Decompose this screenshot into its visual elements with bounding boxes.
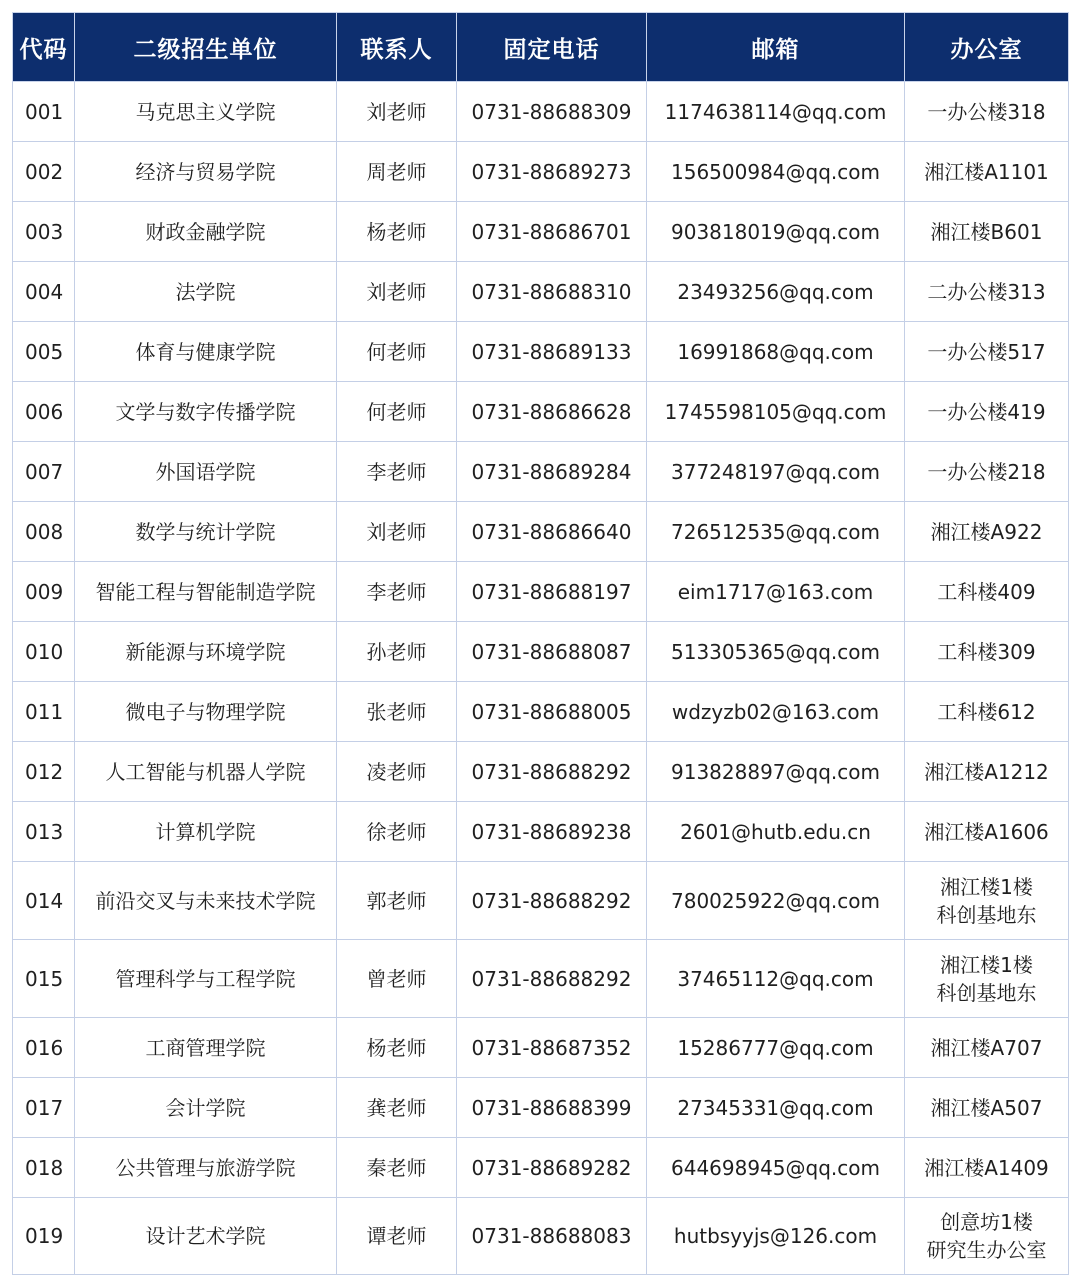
cell-phone: 0731-88688083 <box>457 1198 647 1275</box>
cell-office <box>905 1138 1069 1198</box>
cell-contact: 凌老师 <box>337 742 457 802</box>
cell-email: 780025922@qq.com <box>647 862 905 940</box>
cell-code: 002 <box>13 142 75 202</box>
table-row <box>13 1138 1069 1198</box>
cell-unit: 体育与健康学院 <box>75 322 337 382</box>
cell-email: 27345331@qq.com <box>647 1078 905 1138</box>
cell-office <box>905 802 1069 862</box>
office-line: 一办公楼218 <box>927 459 1046 484</box>
cell-unit: 经济与贸易学院 <box>75 142 337 202</box>
cell-office <box>905 1018 1069 1078</box>
table-row <box>13 142 1069 202</box>
table-row <box>13 382 1069 442</box>
cell-unit: 新能源与环境学院 <box>75 622 337 682</box>
cell-office <box>905 862 1069 940</box>
cell-contact: 杨老师 <box>337 1018 457 1078</box>
table-row <box>13 862 1069 940</box>
cell-phone: 0731-88689284 <box>457 442 647 502</box>
cell-unit: 外国语学院 <box>75 442 337 502</box>
cell-email: 513305365@qq.com <box>647 622 905 682</box>
cell-code: 011 <box>13 682 75 742</box>
cell-unit: 微电子与物理学院 <box>75 682 337 742</box>
cell-unit: 设计艺术学院 <box>75 1198 337 1275</box>
office-line: 科创基地东 <box>936 902 1037 927</box>
cell-contact: 何老师 <box>337 322 457 382</box>
cell-code: 004 <box>13 262 75 322</box>
office-line: 湘江楼A1409 <box>924 1155 1049 1180</box>
cell-unit: 公共管理与旅游学院 <box>75 1138 337 1198</box>
cell-phone: 0731-88688310 <box>457 262 647 322</box>
office-line: 科创基地东 <box>936 980 1037 1005</box>
cell-office <box>905 442 1069 502</box>
cell-code: 008 <box>13 502 75 562</box>
office-line: 湘江楼A507 <box>930 1095 1043 1120</box>
cell-phone: 0731-88688399 <box>457 1078 647 1138</box>
cell-contact: 周老师 <box>337 142 457 202</box>
cell-code: 019 <box>13 1198 75 1275</box>
cell-phone: 0731-88689133 <box>457 322 647 382</box>
cell-phone: 0731-88688087 <box>457 622 647 682</box>
office-line: 一办公楼517 <box>927 339 1046 364</box>
office-line: 湘江楼A1212 <box>924 759 1049 784</box>
table-row <box>13 202 1069 262</box>
cell-contact: 李老师 <box>337 442 457 502</box>
cell-unit: 会计学院 <box>75 1078 337 1138</box>
cell-code: 017 <box>13 1078 75 1138</box>
cell-phone: 0731-88686701 <box>457 202 647 262</box>
cell-phone: 0731-88688309 <box>457 82 647 142</box>
cell-phone: 0731-88689282 <box>457 1138 647 1198</box>
header-email: 邮箱 <box>647 13 905 82</box>
cell-phone: 0731-88686628 <box>457 382 647 442</box>
cell-code: 007 <box>13 442 75 502</box>
cell-office <box>905 82 1069 142</box>
cell-code: 012 <box>13 742 75 802</box>
cell-code: 009 <box>13 562 75 622</box>
table-row <box>13 262 1069 322</box>
office-line: 湘江楼1楼 <box>940 952 1033 977</box>
cell-code: 006 <box>13 382 75 442</box>
table-row <box>13 742 1069 802</box>
cell-contact: 曾老师 <box>337 940 457 1018</box>
cell-unit: 文学与数字传播学院 <box>75 382 337 442</box>
table-row <box>13 802 1069 862</box>
cell-email: 1174638114@qq.com <box>647 82 905 142</box>
cell-unit: 马克思主义学院 <box>75 82 337 142</box>
cell-office <box>905 502 1069 562</box>
cell-contact: 孙老师 <box>337 622 457 682</box>
cell-contact: 刘老师 <box>337 82 457 142</box>
table-row <box>13 322 1069 382</box>
cell-unit: 工商管理学院 <box>75 1018 337 1078</box>
office-line: 湘江楼A1101 <box>924 159 1049 184</box>
office-line: 湘江楼A922 <box>930 519 1043 544</box>
office-line: 创意坊1楼 <box>940 1210 1033 1234</box>
cell-email: 644698945@qq.com <box>647 1138 905 1198</box>
header-phone: 固定电话 <box>457 13 647 82</box>
cell-unit: 数学与统计学院 <box>75 502 337 562</box>
cell-code: 016 <box>13 1018 75 1078</box>
table-row <box>13 1198 1069 1275</box>
cell-office <box>905 262 1069 322</box>
cell-email: 377248197@qq.com <box>647 442 905 502</box>
cell-contact: 秦老师 <box>337 1138 457 1198</box>
cell-email: 903818019@qq.com <box>647 202 905 262</box>
table-row <box>13 562 1069 622</box>
cell-contact: 何老师 <box>337 382 457 442</box>
header-unit: 二级招生单位 <box>75 13 337 82</box>
office-line: 一办公楼318 <box>927 99 1046 124</box>
cell-email: 15286777@qq.com <box>647 1018 905 1078</box>
cell-unit: 法学院 <box>75 262 337 322</box>
cell-contact: 杨老师 <box>337 202 457 262</box>
cell-unit: 人工智能与机器人学院 <box>75 742 337 802</box>
cell-contact: 谭老师 <box>337 1198 457 1275</box>
cell-office <box>905 622 1069 682</box>
office-line: 湘江楼1楼 <box>940 874 1033 899</box>
office-line: 湘江楼B601 <box>930 219 1043 244</box>
cell-phone: 0731-88687352 <box>457 1018 647 1078</box>
cell-code: 014 <box>13 862 75 940</box>
cell-contact: 张老师 <box>337 682 457 742</box>
cell-code: 015 <box>13 940 75 1018</box>
office-line: 二办公楼313 <box>927 279 1046 304</box>
cell-office <box>905 322 1069 382</box>
table-row <box>13 502 1069 562</box>
header-contact: 联系人 <box>337 13 457 82</box>
cell-code: 018 <box>13 1138 75 1198</box>
cell-office <box>905 1198 1069 1275</box>
cell-office <box>905 742 1069 802</box>
cell-phone: 0731-88688292 <box>457 742 647 802</box>
table-row <box>13 442 1069 502</box>
table-row <box>13 1078 1069 1138</box>
table-row <box>13 622 1069 682</box>
cell-code: 001 <box>13 82 75 142</box>
cell-phone: 0731-88688292 <box>457 940 647 1018</box>
cell-email: 913828897@qq.com <box>647 742 905 802</box>
cell-unit: 管理科学与工程学院 <box>75 940 337 1018</box>
cell-email: hutbsyyjs@126.com <box>647 1198 905 1275</box>
cell-office <box>905 682 1069 742</box>
cell-contact: 郭老师 <box>337 862 457 940</box>
table-row <box>13 940 1069 1018</box>
table-header <box>13 13 1069 82</box>
cell-code: 005 <box>13 322 75 382</box>
office-line: 工科楼409 <box>937 579 1036 604</box>
cell-phone: 0731-88688197 <box>457 562 647 622</box>
table-row <box>13 1018 1069 1078</box>
cell-contact: 刘老师 <box>337 262 457 322</box>
office-line: 一办公楼419 <box>927 399 1046 424</box>
cell-unit: 计算机学院 <box>75 802 337 862</box>
cell-email: eim1717@163.com <box>647 562 905 622</box>
header-row <box>13 13 1069 82</box>
cell-phone: 0731-88686640 <box>457 502 647 562</box>
cell-office <box>905 202 1069 262</box>
cell-email: 726512535@qq.com <box>647 502 905 562</box>
header-office: 办公室 <box>905 13 1069 82</box>
cell-contact: 李老师 <box>337 562 457 622</box>
office-line: 湘江楼A707 <box>930 1035 1043 1060</box>
table-row <box>13 82 1069 142</box>
cell-email: 37465112@qq.com <box>647 940 905 1018</box>
office-line: 湘江楼A1606 <box>924 819 1049 844</box>
office-line: 工科楼612 <box>937 699 1036 724</box>
table-body <box>13 82 1069 1275</box>
cell-email: wdzyzb02@163.com <box>647 682 905 742</box>
cell-email: 156500984@qq.com <box>647 142 905 202</box>
cell-phone: 0731-88688292 <box>457 862 647 940</box>
cell-unit: 智能工程与智能制造学院 <box>75 562 337 622</box>
cell-email: 1745598105@qq.com <box>647 382 905 442</box>
office-line: 研究生办公室 <box>926 1238 1047 1262</box>
cell-office <box>905 382 1069 442</box>
cell-contact: 刘老师 <box>337 502 457 562</box>
cell-phone: 0731-88688005 <box>457 682 647 742</box>
contact-table <box>12 12 1069 1275</box>
cell-phone: 0731-88689238 <box>457 802 647 862</box>
cell-code: 003 <box>13 202 75 262</box>
cell-phone: 0731-88689273 <box>457 142 647 202</box>
cell-email: 23493256@qq.com <box>647 262 905 322</box>
cell-contact: 徐老师 <box>337 802 457 862</box>
cell-code: 010 <box>13 622 75 682</box>
cell-email: 16991868@qq.com <box>647 322 905 382</box>
cell-code: 013 <box>13 802 75 862</box>
cell-email: 2601@hutb.edu.cn <box>647 802 905 862</box>
office-line: 工科楼309 <box>937 639 1036 664</box>
table-row <box>13 682 1069 742</box>
cell-office <box>905 1078 1069 1138</box>
cell-unit: 前沿交叉与未来技术学院 <box>75 862 337 940</box>
header-code: 代码 <box>13 13 75 82</box>
contact-table-container <box>12 12 1069 1275</box>
cell-unit: 财政金融学院 <box>75 202 337 262</box>
cell-office <box>905 562 1069 622</box>
cell-office <box>905 142 1069 202</box>
cell-office <box>905 940 1069 1018</box>
cell-contact: 龚老师 <box>337 1078 457 1138</box>
